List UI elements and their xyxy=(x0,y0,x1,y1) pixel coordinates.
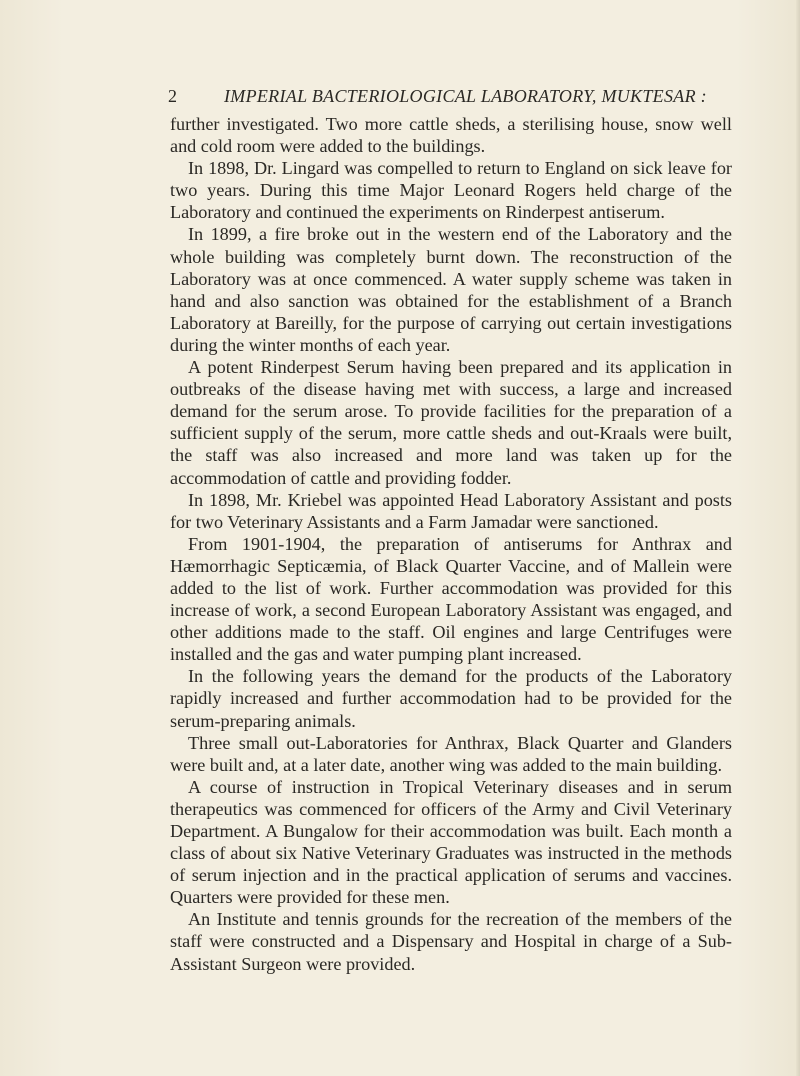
paragraph: In 1898, Dr. Lingard was compelled to return to England on sick leave for two years. During this time Major Leonard Rogers held charge of the Laboratory and continued the experiments on Rinderpest antiserum. xyxy=(170,158,732,223)
paragraph: In 1899, a fire broke out in the western end of the Laboratory and the whole building was completely burnt down. The reconstruction of the Laboratory was at once commenced. A water supply scheme was taken in hand and also sanction was obtained for the establishment of a Branch Laboratory at Bareilly, for the purpose of carrying out certain investigations during the winter months of each year. xyxy=(170,224,732,355)
paragraph: A potent Rinderpest Serum having been prepared and its application in outbreaks of the disease having met with success, a large and increased demand for the serum arose. To provide facilities for the preparation of a sufficient supply of the serum, more cattle sheds and out-Kraals were built, the staff was also increased and more land was taken up for the accommodation of cattle and providing fodder. xyxy=(170,357,732,488)
paragraph-continuation: further investigated. Two more cattle sheds, a sterilising house, snow well and cold room were added to the buildings. xyxy=(170,114,732,157)
paragraph: Three small out-Laboratories for Anthrax, Black Quarter and Glanders were built and, at a later date, another wing was added to the main building. xyxy=(170,732,732,775)
body-text xyxy=(170,113,732,975)
paragraph: In 1898, Mr. Kriebel was appointed Head Laboratory Assistant and posts for two Veterinary Assistants and a Farm Jamadar were sanctioned. xyxy=(170,489,732,532)
page-number: 2 xyxy=(168,86,178,106)
paragraph: A course of instruction in Tropical Veterinary diseases and in serum therapeutics was commenced for officers of the Army and Civil Veterinary Department. A Bungalow for their accommodation was built. Each month a class of about six Native Veterinary Graduates was instructed in the methods of serum injection and in the practical application of serums and vaccines. Quarters were provided for these men. xyxy=(170,776,732,908)
running-title: IMPERIAL BACTERIOLOGICAL LABORATORY, MUKTESAR : xyxy=(224,86,707,106)
paragraph: From 1901-1904, the preparation of antiserums for Anthrax and Hæmorrhagic Septicæmia, of Black Quarter Vaccine, and of Mallein were added to the list of work. Further accommodation was provided for this increase of work, a second European Laboratory Assistant was engaged, and other additions made to the staff. Oil engines and large Centrifuges were installed and the gas and water pumping plant increased. xyxy=(170,533,732,665)
paragraph: In the following years the demand for the products of the Laboratory rapidly increased and further accommodation had to be provided for the serum-preparing animals. xyxy=(170,666,732,731)
page-header xyxy=(168,86,728,110)
paragraph: An Institute and tennis grounds for the recreation of the members of the staff were constructed and a Dispensary and Hospital in charge of a Sub-Assistant Surgeon were provided. xyxy=(170,909,732,974)
page-edge xyxy=(796,0,800,1076)
